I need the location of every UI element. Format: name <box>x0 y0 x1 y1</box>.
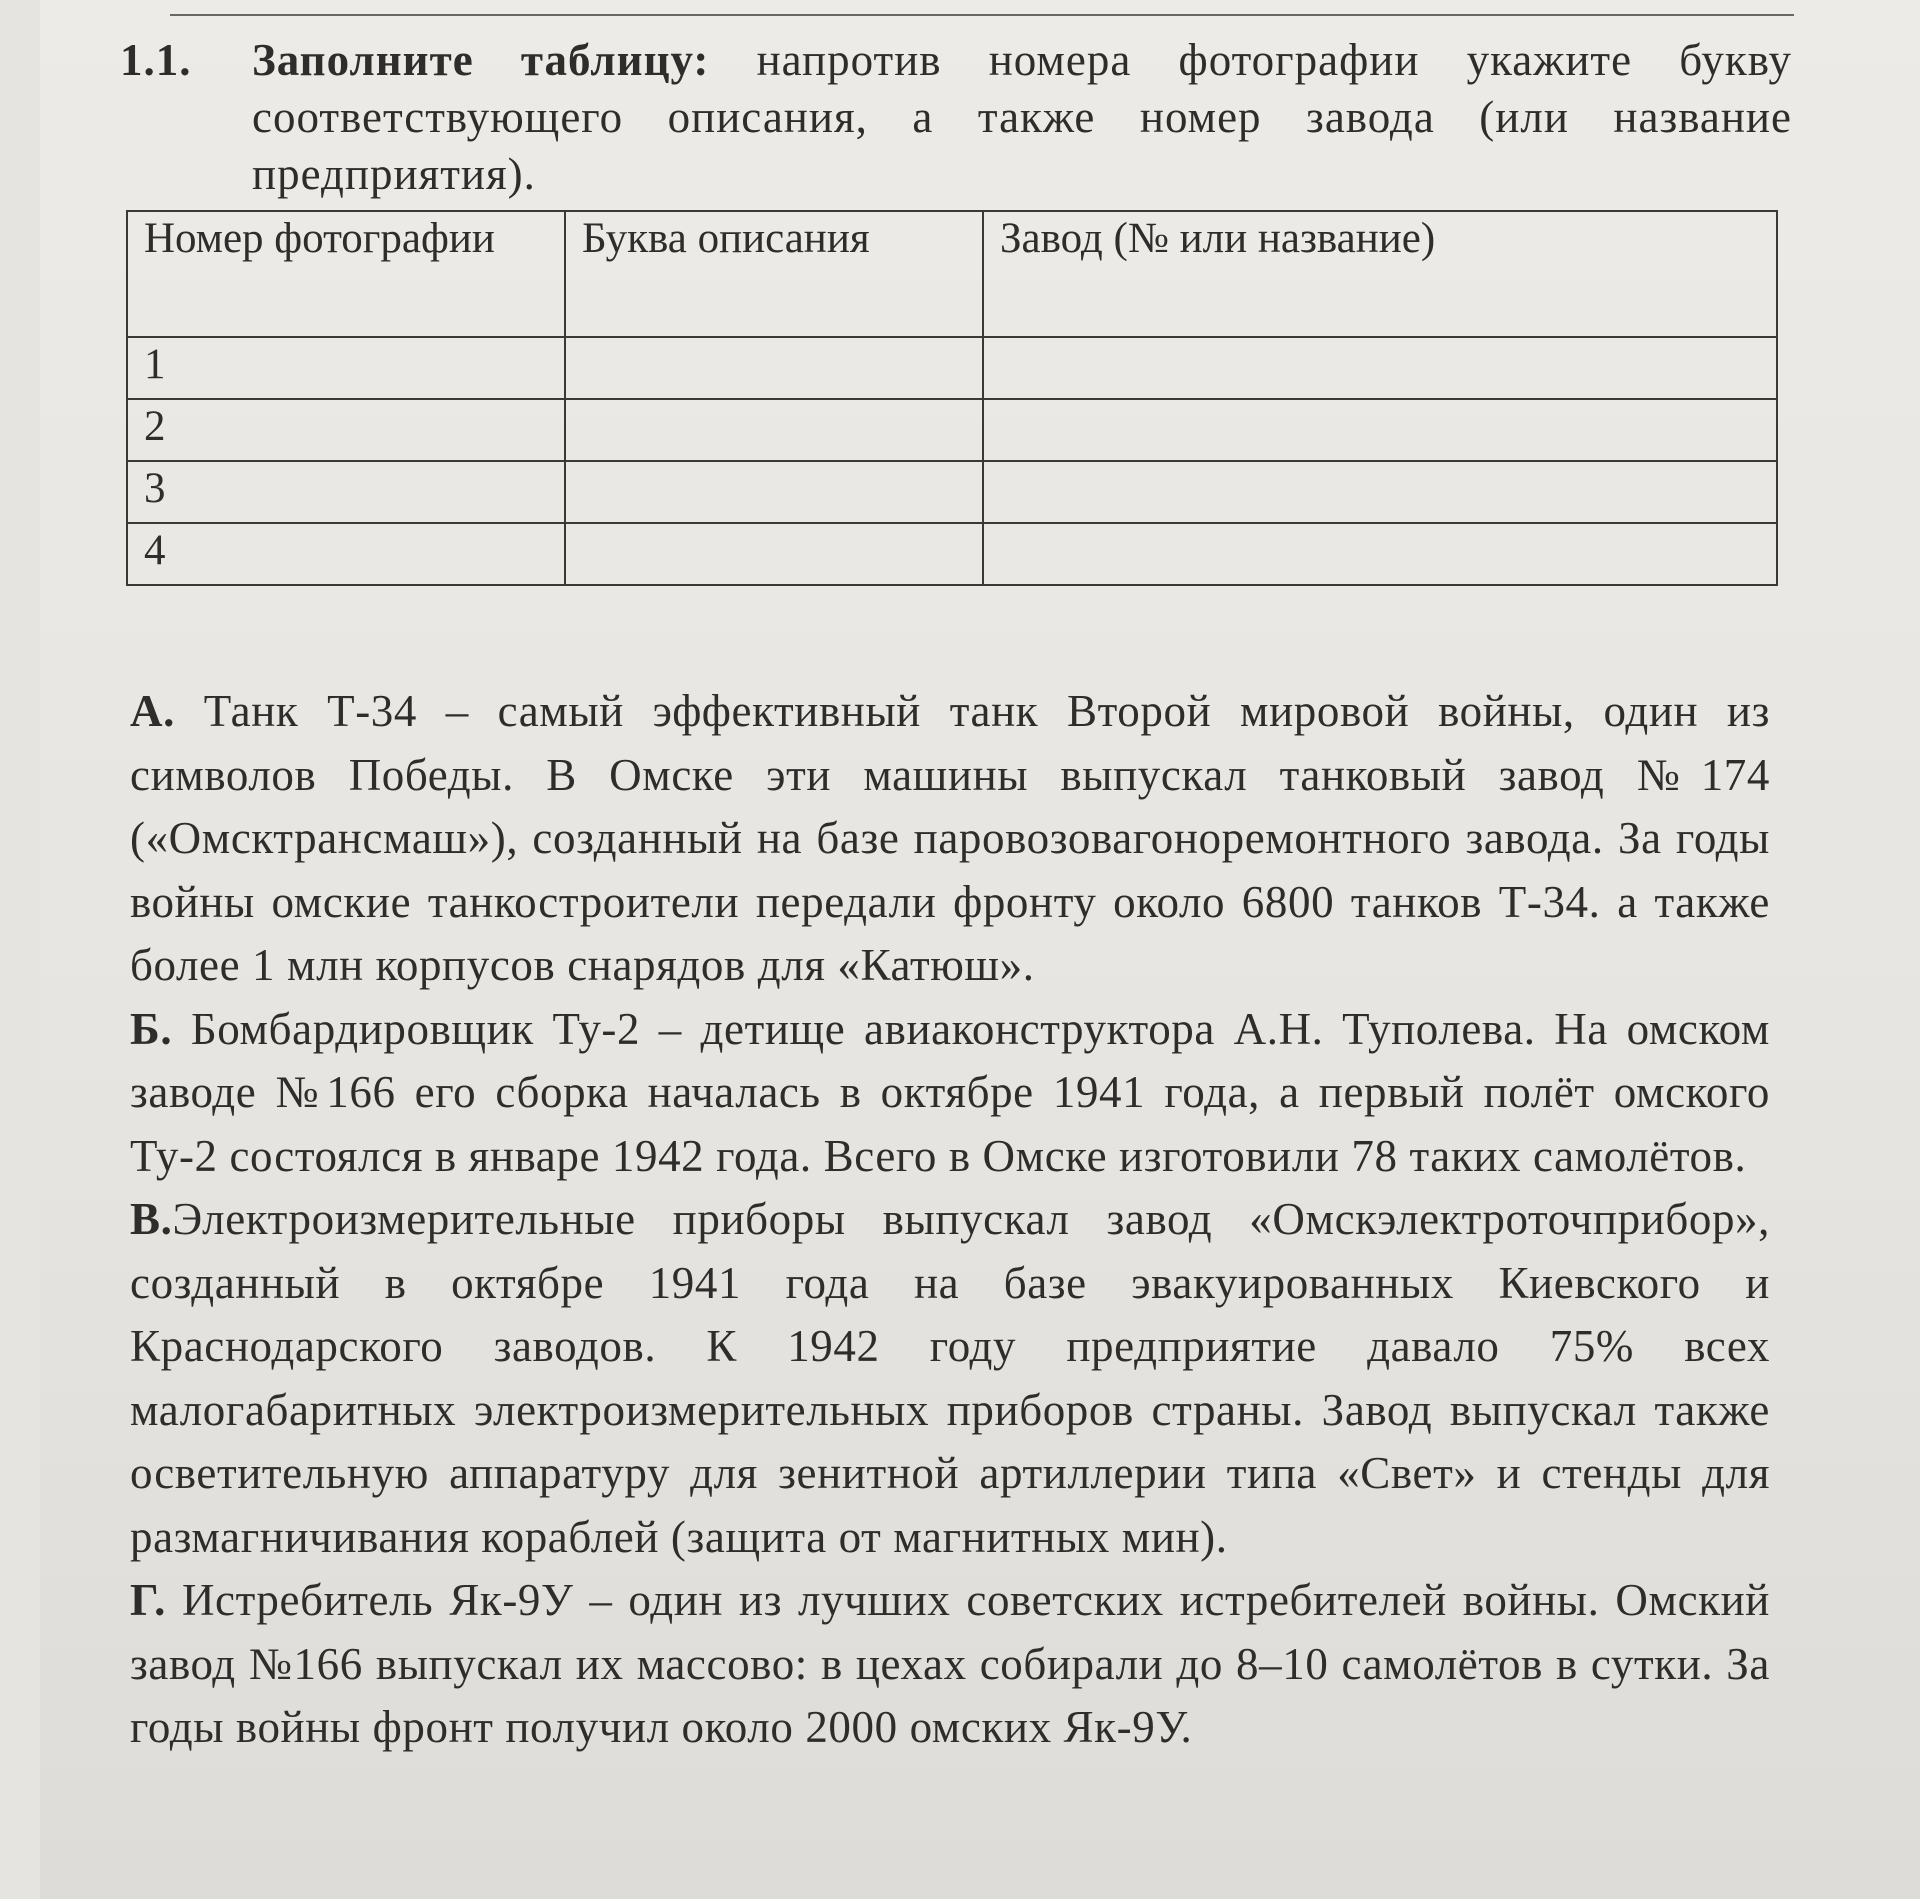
table-row <box>127 461 1777 523</box>
factory-answer-cell[interactable] <box>983 523 1777 585</box>
description-b <box>130 998 1770 1189</box>
description-a <box>130 680 1770 998</box>
description-text: Электроизмерительные приборы выпускал завод «Омскэлектроточприбор», созданный в октябре 1941 года на базе эвакуированных Киевского и Краснодарского заводов. К 1942 году предприятие давало 75% всех малогабаритных электроизмерительных приборов страны. Завод выпускал также осветительную аппаратуру для зенитной артиллерии типа «Свет» и стенды для размагничивания кораблей (защита от магнитных мин). <box>130 1194 1770 1562</box>
table-header-row <box>127 211 1777 337</box>
task-instruction <box>252 32 1792 203</box>
answer-table <box>126 210 1778 586</box>
header-photo-number: Номер фотографии <box>127 211 565 337</box>
description-letter: Б. <box>130 1003 173 1054</box>
description-v <box>130 1188 1770 1569</box>
factory-answer-cell[interactable] <box>983 337 1777 399</box>
description-letter: Г. <box>130 1575 167 1625</box>
letter-answer-cell[interactable] <box>565 461 983 523</box>
worksheet-page <box>40 0 1920 1899</box>
descriptions-section <box>130 680 1770 1760</box>
table-row <box>127 337 1777 399</box>
task-number: 1.1. <box>120 35 192 85</box>
description-g <box>130 1569 1770 1760</box>
row-photo-number: 3 <box>127 461 565 523</box>
task-instruction-text: напротив номера фотографии укажите букву соответствующего описания, а также номер завода (или название предприятия). <box>252 35 1793 199</box>
table-row <box>127 399 1777 461</box>
factory-answer-cell[interactable] <box>983 399 1777 461</box>
header-factory: Завод (№ или название) <box>983 211 1777 337</box>
description-text: Танк Т-34 – самый эффективный танк Второй мировой войны, один из символов Победы. В Омске эти машины выпускал танковый завод №174 («Омсктрансмаш»), созданный на базе паровозовагоноремонтного завода. За годы войны омские танкостроители передали фронту около 6800 танков Т-34. а также более 1 млн корпусов снарядов для «Катюш». <box>130 686 1770 990</box>
description-text: Бомбардировщик Ту-2 – детище авиаконструктора А.Н. Туполева. На омском заводе №166 его сборка началась в октябре 1941 года, а первый полёт омского Ту-2 состоялся в январе 1942 года. Всего в Омске изготовили 78 таких самолётов. <box>130 1003 1770 1181</box>
description-letter: В. <box>130 1194 173 1244</box>
row-photo-number: 4 <box>127 523 565 585</box>
table-row <box>127 523 1777 585</box>
task-bold-lead: Заполните таблицу: <box>252 35 710 85</box>
letter-answer-cell[interactable] <box>565 337 983 399</box>
letter-answer-cell[interactable] <box>565 399 983 461</box>
header-description-letter: Буква описания <box>565 211 983 337</box>
row-photo-number: 1 <box>127 337 565 399</box>
description-text: Истребитель Як-9У – один из лучших советских истребителей войны. Омский завод №166 выпускал их массово: в цехах собирали до 8–10 самолётов в сутки. За годы войны фронт получил около 2000 омских Як-9У. <box>130 1575 1770 1752</box>
row-photo-number: 2 <box>127 399 565 461</box>
description-letter: А. <box>130 686 175 736</box>
top-border-line <box>170 0 1794 16</box>
factory-answer-cell[interactable] <box>983 461 1777 523</box>
letter-answer-cell[interactable] <box>565 523 983 585</box>
